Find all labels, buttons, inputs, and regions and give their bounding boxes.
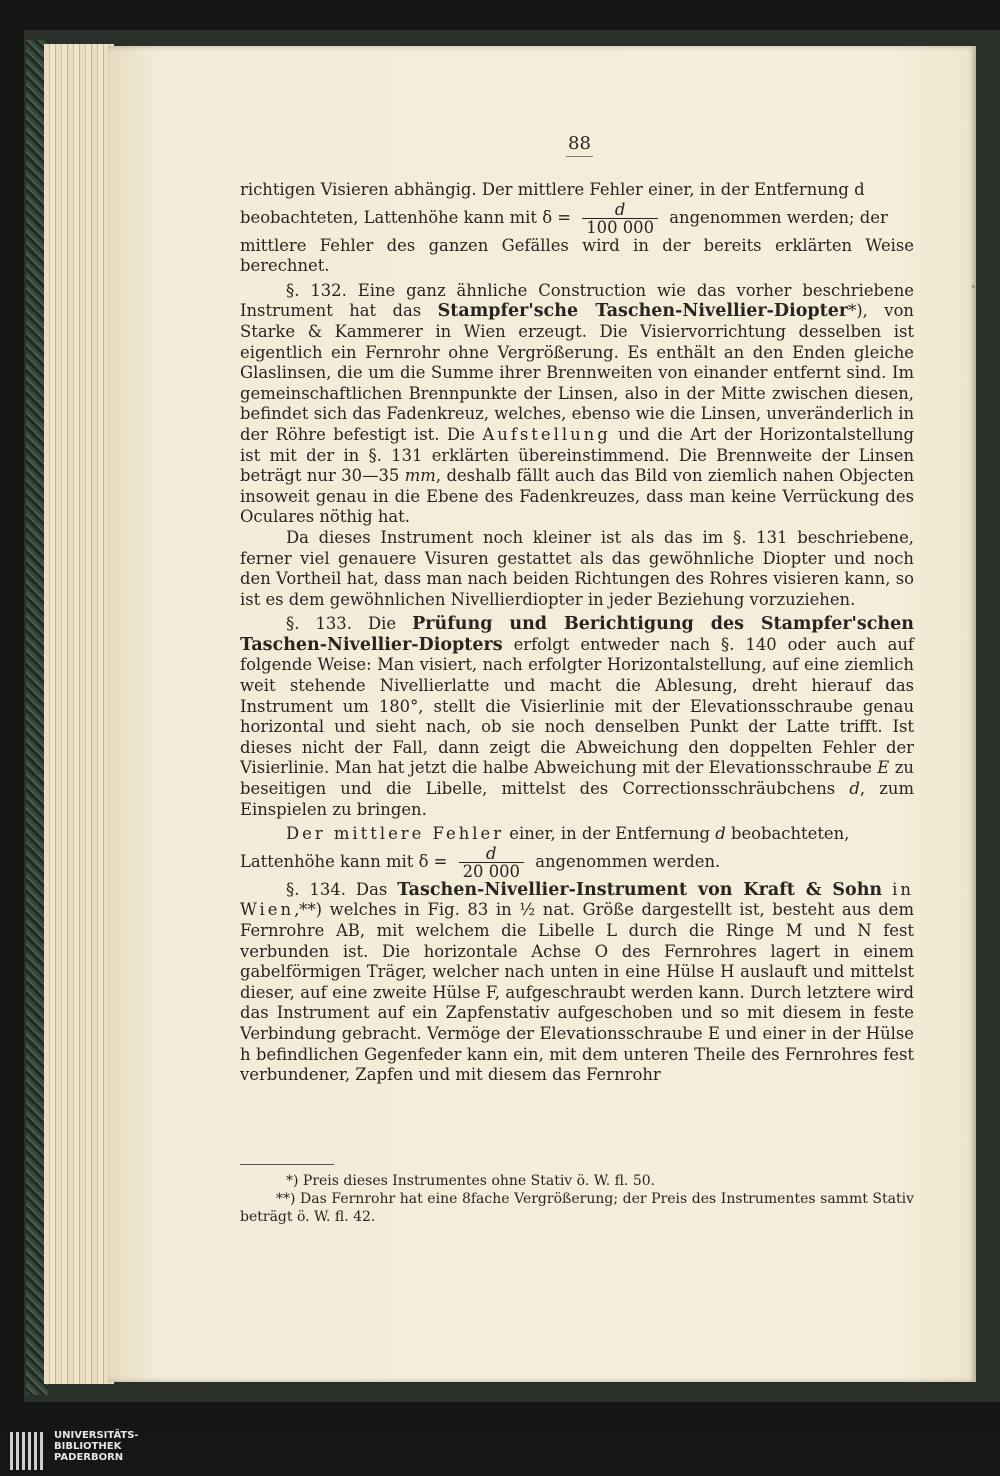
library-logo-text (54, 1430, 139, 1463)
paragraph-1-line-1: richtigen Visieren abhängig. Der mittlere Fehler einer, in der Entfernung d (240, 180, 865, 199)
p132-text-b: *), von Starke & Kammerer in Wien erzeugt. Die Visiervorrichtung desselben ist eigentlich ein Fernrohr ohne Vergrößerung. Es enthält an den Enden gleiche Glaslinsen, die um die Summe ihrer Brennweiten von einander entfernt sind. Im gemeinschaftlichen Brennpunkte der Linsen, also in der Mitte zwischen diesen, befindet sich das Fadenkreuz, welches, ebenso wie die Linsen, unveränderlich in der Röhre befestigt ist. Die (240, 301, 914, 444)
p134-text-a: §. 134. Das (286, 879, 388, 899)
p133-text-a: §. 133. Die (286, 614, 397, 634)
formula-1-prefix: beobachteten, Lattenhöhe kann mit δ = (240, 207, 572, 227)
p133-text-b: erfolgt entweder nach §. 140 oder auch auf folgende Weise: Man visiert, nach erfolgter Horizontalstellung, auf eine ziemlich weit stehende Nivellierlatte und macht die Ablesung, dreht hierauf das Instrument um 180°, stellt die Visierlinie mit der Elevationsschraube genau horizontal und sieht nach, ob sie noch denselben Punkt der Latte trifft. Ist dieses nicht der Fall, dann zeigt die Abweichung den doppelten Fehler der Visierlinie. Man hat jetzt die halbe Abweichung mit der Elevationsschraube (240, 634, 914, 778)
p133-error-text-b: beobachteten, (730, 824, 850, 844)
p133-var-d: d (849, 779, 860, 799)
formula-2-suffix: angenommen werden. (535, 851, 721, 871)
formula-1-suffix: angenommen werden; der (669, 207, 888, 227)
p133-spaced-phrase: Der mittlere Fehler (286, 824, 505, 844)
p132-spaced-word: Aufstellung (482, 424, 611, 444)
library-footer (0, 1426, 1000, 1476)
footnote-1: *) Preis dieses Instrumentes ohne Stativ ö. W. fl. 50. (286, 1173, 656, 1189)
footnote-rule (240, 1164, 334, 1165)
formula-line-2 (240, 845, 914, 880)
p132-text-d: , deshalb fällt auch das Bild von ziemlich nahen Objecten insoweit genau in die Ebene des Fadenkreuzes, dass man keine Verrückung des Oculares nöthig hat. (240, 466, 915, 527)
fraction-2-denominator: 20 000 (462, 861, 520, 881)
p133-error-text-a: einer, in der Entfernung (509, 824, 711, 844)
fraction-2 (459, 845, 524, 880)
formula-2-prefix: Lattenhöhe kann mit δ = (240, 851, 448, 871)
page-edges (44, 44, 114, 1384)
p133-text-c: zu beseitigen und die Libelle, mittelst des Correctionsschräubchens (240, 758, 914, 799)
logo-line-2: BIBLIOTHEK (54, 1441, 122, 1452)
p133-error-var-d: d (715, 824, 726, 844)
p132-text-a: §. 132. Eine ganz ähnliche Construction wie das vorher beschriebene Instrument hat das (240, 280, 914, 321)
page-speck (972, 285, 975, 288)
paragraph-133-error (240, 824, 914, 845)
page-number: 88 (566, 133, 593, 157)
p132-heading: Stampfer'sche Taschen-Nivellier-Diopter (437, 301, 849, 322)
fraction-1 (582, 201, 658, 236)
body-text (240, 180, 914, 1086)
logo-line-1: UNIVERSITÄTS- (54, 1430, 139, 1441)
paragraph-134 (240, 880, 914, 1086)
footnote-2: **) Das Fernrohr hat eine 8fache Vergrößerung; der Preis des Instrumentes sammt Stativ beträgt ö. W. fl. 42. (240, 1191, 914, 1225)
paragraph-132-second: Da dieses Instrument noch kleiner ist als das im §. 131 beschriebene, ferner viel genauere Visuren gestattet als das gewöhnliche Diopter und noch den Vortheil hat, dass man nach beiden Richtungen des Rohres visieren kann, so ist es dem gewöhnlichen Nivellierdiopter in jeder Beziehung vorzuziehen. (240, 527, 914, 609)
p133-text-d: , zum Einspielen zu bringen. (240, 779, 915, 819)
paragraph-133 (240, 614, 914, 820)
fraction-2-numerator: d (459, 845, 524, 863)
p134-text-b: ,**) welches in Fig. 83 in ½ nat. Größe dargestellt ist, besteht aus dem Fernrohre AB, mit welchem die Libelle L durch die Ringe M und N fest verbunden ist. Die horizontale Achse O des Fernrohres lagert in einem gabelförmigen Träger, welcher nach unten in eine Hülse H auslauft und mittelst dieser, auf eine zweite Hülse F, aufgeschraubt werden kann. Durch letztere wird das Instrument auf ein Zapfenstativ aufgeschoben und so mit diesem in feste Verbindung gebracht. Vermöge der Elevationsschraube E und einer in der Hülse h befindlichen Gegenfeder kann ein, mit dem unteren Theile des Fernrohres fest verbundener, Zapfen und mit diesem das Fernrohr (240, 900, 914, 1085)
p133-var-E: E (877, 758, 890, 778)
paragraph-1-end: mittlere Fehler des ganzen Gefälles wird in der bereits erklärten Weise berechnet. (240, 235, 914, 276)
paragraph-132 (240, 281, 914, 528)
p134-spaced-place: in Wien (240, 879, 914, 920)
library-logo-icon (10, 1432, 48, 1470)
formula-line-1 (240, 201, 914, 236)
p134-heading: Taschen-Nivellier-Instrument von Kraft & Sohn (397, 879, 883, 900)
p133-heading: Prüfung und Berichtigung des Stampfer'schen Taschen-Nivellier-Diopters (240, 614, 915, 655)
p132-unit: mm (404, 466, 436, 486)
footnotes (240, 1172, 914, 1226)
fraction-1-denominator: 100 000 (586, 217, 655, 237)
fraction-1-numerator: d (582, 201, 658, 219)
logo-line-3: PADERBORN (54, 1452, 124, 1463)
p132-text-c: und die Art der Horizontalstellung ist mit der in §. 131 erklärten übereinstimmend. Die Brennweite der Linsen beträgt nur 30—35 (240, 424, 914, 486)
